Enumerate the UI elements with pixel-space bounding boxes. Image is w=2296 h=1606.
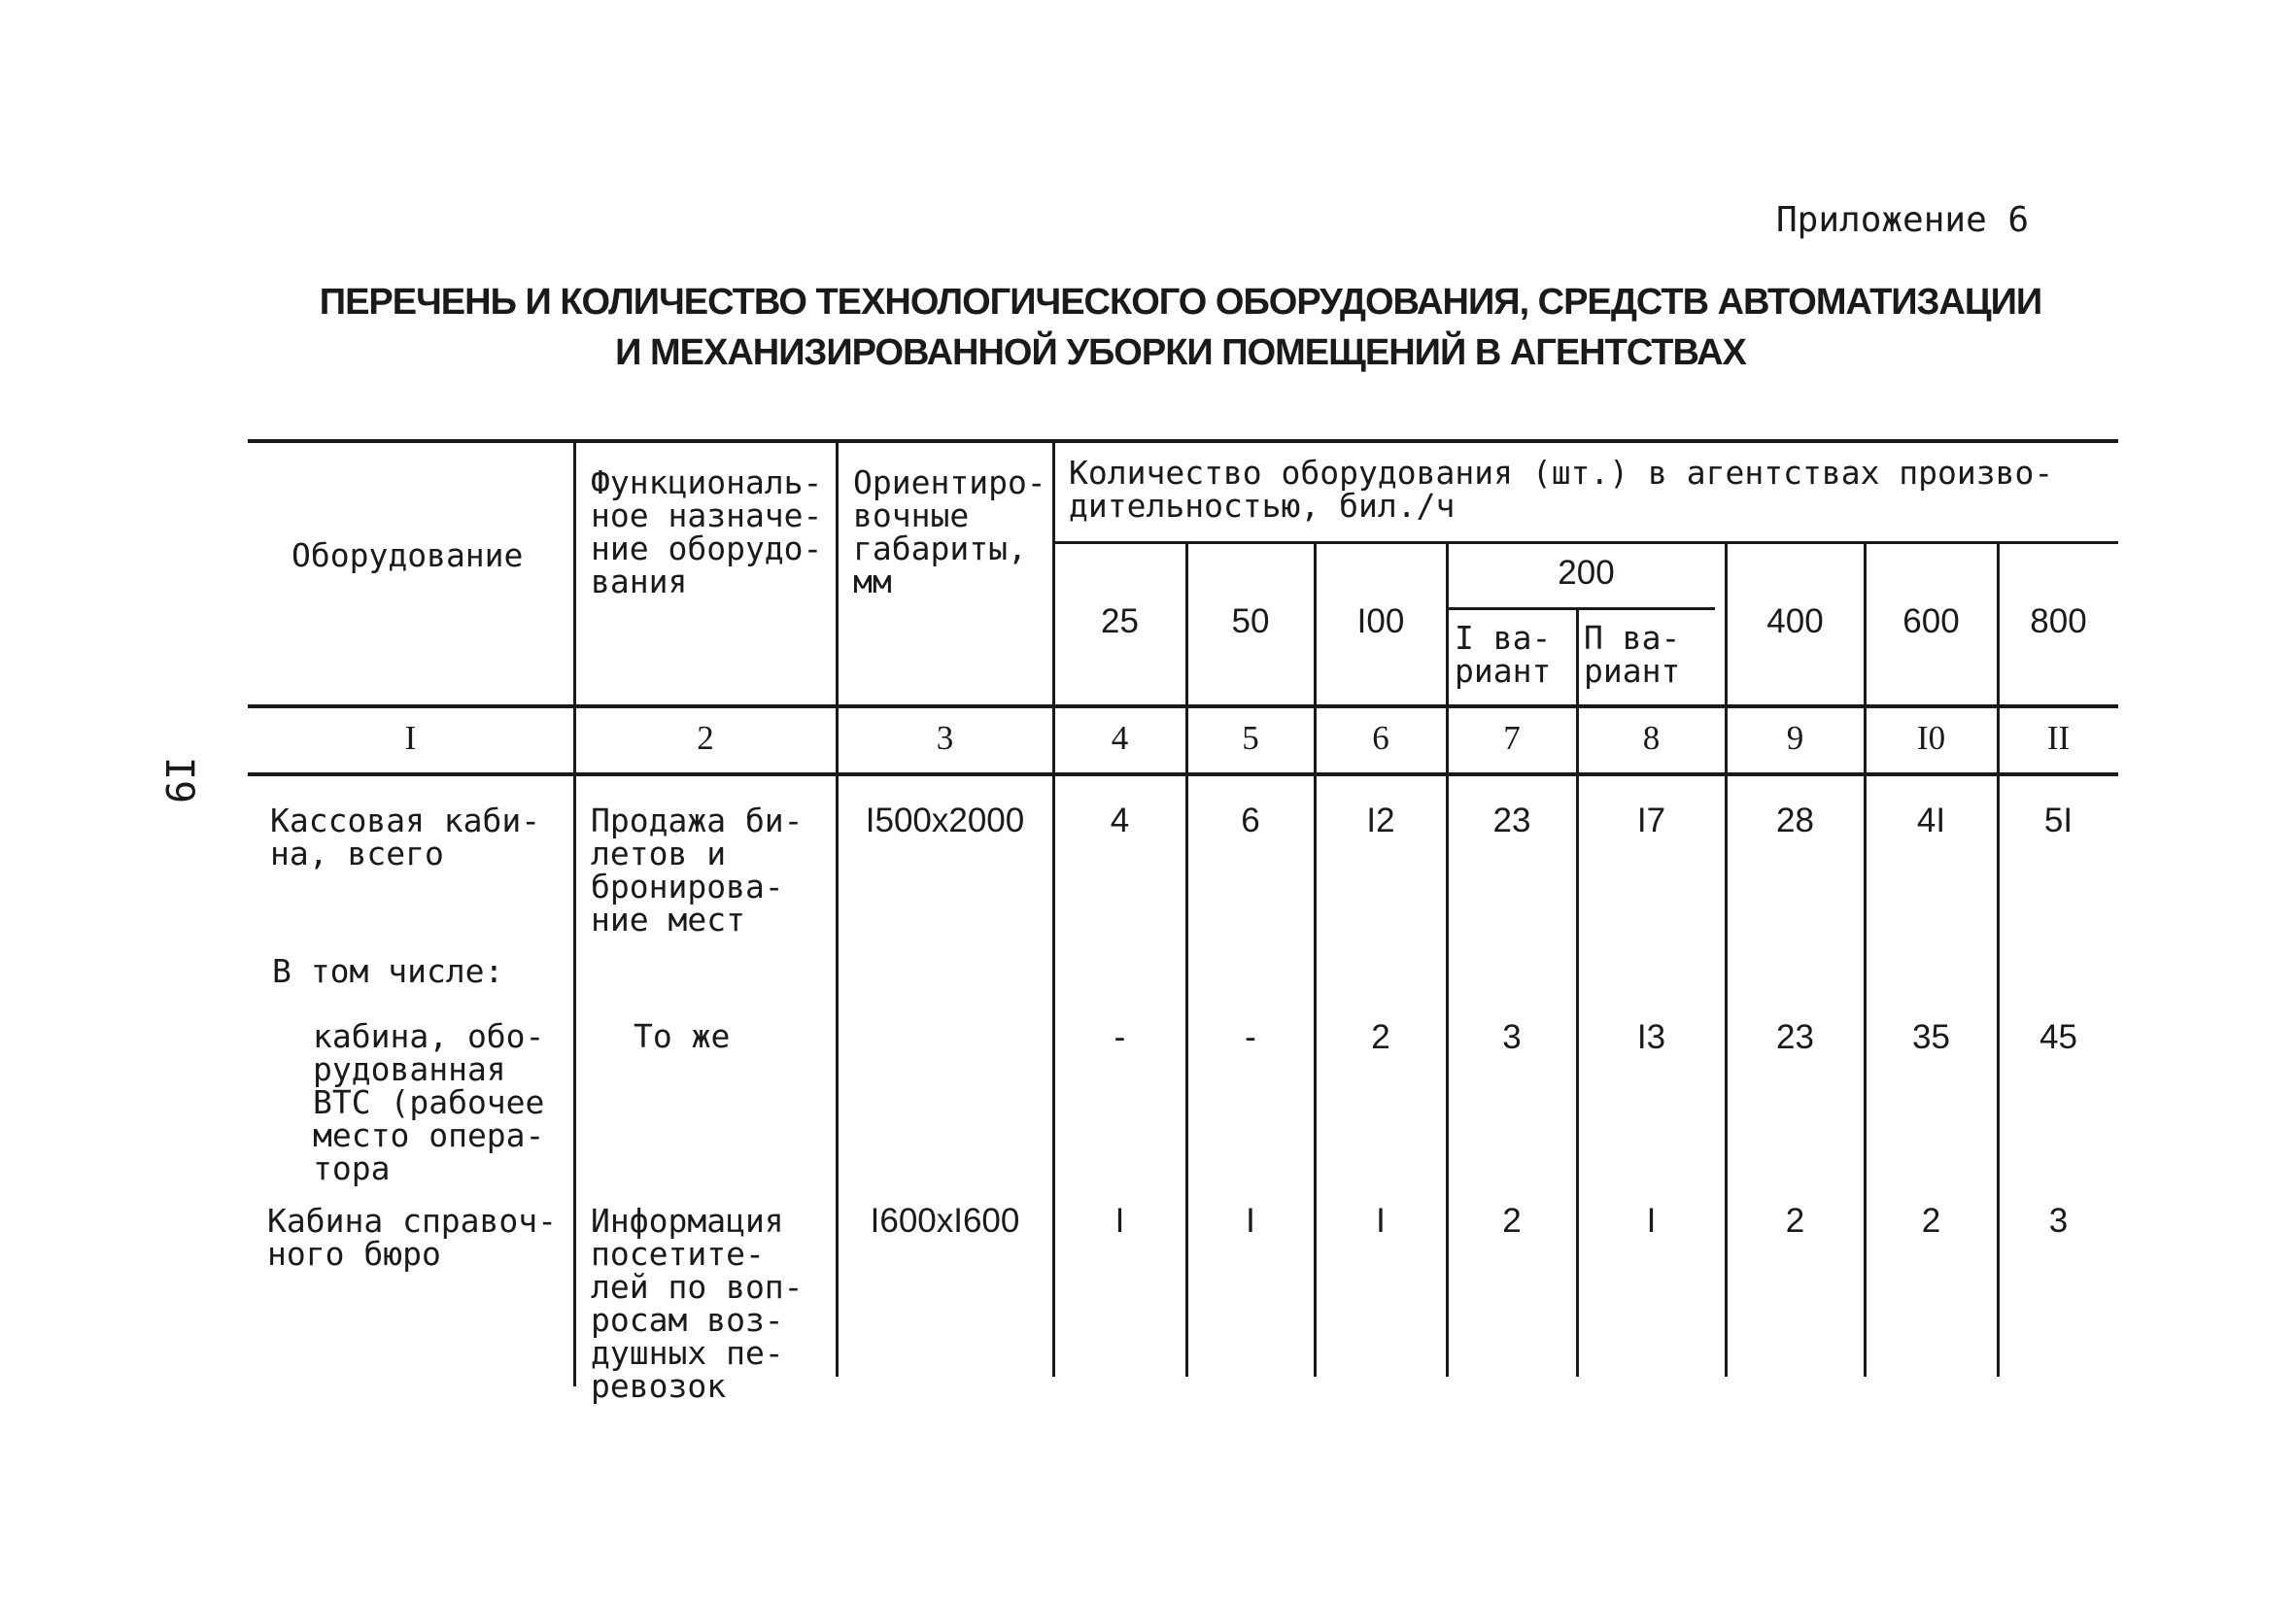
table-top-rule bbox=[248, 439, 2118, 443]
row-value: 2 bbox=[1502, 1202, 1522, 1240]
column-divider bbox=[1997, 541, 2000, 1377]
row-value: I7 bbox=[1636, 802, 1666, 839]
column-divider bbox=[1725, 541, 1728, 1377]
row-value: 5I bbox=[2043, 802, 2073, 839]
column-number: 6 bbox=[1372, 719, 1389, 757]
row-value: 3 bbox=[1502, 1018, 1522, 1056]
column-divider bbox=[573, 439, 576, 1386]
row-value: I bbox=[1376, 1202, 1386, 1240]
row-value: 4I bbox=[1916, 802, 1946, 839]
row-value: - bbox=[1245, 1018, 1256, 1056]
row-value: 4 bbox=[1110, 802, 1130, 839]
column-number: I0 bbox=[1916, 719, 1946, 757]
capacity-200: 200 bbox=[1558, 554, 1615, 592]
page-number: I9 bbox=[156, 756, 202, 804]
variant-1-header: I ва- риант bbox=[1455, 619, 1552, 690]
column-divider bbox=[1864, 541, 1867, 1377]
document-title-line2: И МЕХАНИЗИРОВАННОЙ УБОРКИ ПОМЕЩЕНИЙ В АГЕНТСТВАХ bbox=[615, 332, 1746, 373]
column-number: 8 bbox=[1642, 719, 1661, 757]
row-equipment: Кабина справоч- ного бюро bbox=[267, 1202, 558, 1273]
row-value: I bbox=[1114, 1202, 1125, 1240]
capacity-50: 50 bbox=[1231, 602, 1270, 640]
row-value: 23 bbox=[1776, 1018, 1814, 1056]
row-value: 3 bbox=[2048, 1202, 2069, 1240]
header-dimensions: Ориентиро- вочные габариты, мм bbox=[853, 463, 1046, 600]
capacity-400: 400 bbox=[1766, 602, 1824, 640]
row-value: 45 bbox=[2039, 1018, 2077, 1056]
appendix-label: Приложение 6 bbox=[1776, 200, 2030, 240]
row-function: То же bbox=[634, 1017, 731, 1055]
row-value: I bbox=[1646, 1202, 1657, 1240]
header-quantity: Количество оборудования (шт.) в агентствах произво- дительностью, бил./ч bbox=[1069, 454, 2054, 525]
column-number: 2 bbox=[697, 719, 714, 757]
variant-subheader-rule bbox=[1448, 607, 1715, 610]
column-number: 3 bbox=[936, 719, 954, 757]
column-number: 5 bbox=[1242, 719, 1259, 757]
row-equipment: Кассовая каби- на, всего bbox=[270, 802, 541, 872]
column-divider bbox=[1185, 541, 1188, 1377]
column-number-rule bbox=[248, 772, 2118, 776]
row-value: I bbox=[1246, 1202, 1255, 1240]
document-title-line1: ПЕРЕЧЕНЬ И КОЛИЧЕСТВО ТЕХНОЛОГИЧЕСКОГО ОБОРУДОВАНИЯ, СРЕДСТВ АВТОМАТИЗАЦИИ bbox=[319, 282, 2042, 323]
row-value: I2 bbox=[1366, 802, 1395, 839]
capacity-800: 800 bbox=[2030, 602, 2087, 640]
row-value: I3 bbox=[1636, 1018, 1666, 1056]
column-number: 9 bbox=[1786, 719, 1804, 757]
column-divider bbox=[1314, 541, 1317, 1377]
row-value: 2 bbox=[1785, 1202, 1805, 1240]
column-number: II bbox=[2046, 719, 2071, 757]
column-number: 7 bbox=[1503, 719, 1521, 757]
row-value: - bbox=[1114, 1018, 1126, 1056]
capacity-600: 600 bbox=[1902, 602, 1960, 640]
row-value: 28 bbox=[1776, 802, 1814, 839]
row-function: Продажа би- летов и бронирова- ние мест bbox=[591, 802, 804, 939]
row-equipment: кабина, обо- рудованная ВТС (рабочее место опера- тора bbox=[313, 1017, 545, 1187]
row-dimensions: I500x2000 bbox=[865, 802, 1025, 839]
column-number: I bbox=[404, 719, 417, 757]
row-value: 2 bbox=[1371, 1018, 1390, 1056]
capacity-100: I00 bbox=[1356, 602, 1405, 640]
capacity-25: 25 bbox=[1101, 602, 1139, 640]
row-value: 35 bbox=[1912, 1018, 1950, 1056]
row-equipment: В том числе: bbox=[272, 952, 504, 990]
row-dimensions: I600xI600 bbox=[870, 1202, 1020, 1240]
column-number: 4 bbox=[1111, 719, 1129, 757]
column-divider bbox=[1446, 541, 1449, 1377]
row-function: Информация посетите- лей по воп- росам воз- душных пе- ревозок bbox=[591, 1202, 804, 1405]
header-bottom-rule bbox=[248, 704, 2118, 708]
variant-2-header: П ва- риант bbox=[1584, 619, 1681, 690]
header-function: Функциональ- ное назначе- ние оборудо- вания bbox=[591, 463, 823, 600]
header-equipment: Оборудование bbox=[291, 536, 524, 574]
row-value: 2 bbox=[1921, 1202, 1941, 1240]
row-value: 6 bbox=[1241, 802, 1260, 839]
row-value: 23 bbox=[1492, 802, 1531, 839]
quantity-subheader-rule bbox=[1052, 541, 2118, 544]
